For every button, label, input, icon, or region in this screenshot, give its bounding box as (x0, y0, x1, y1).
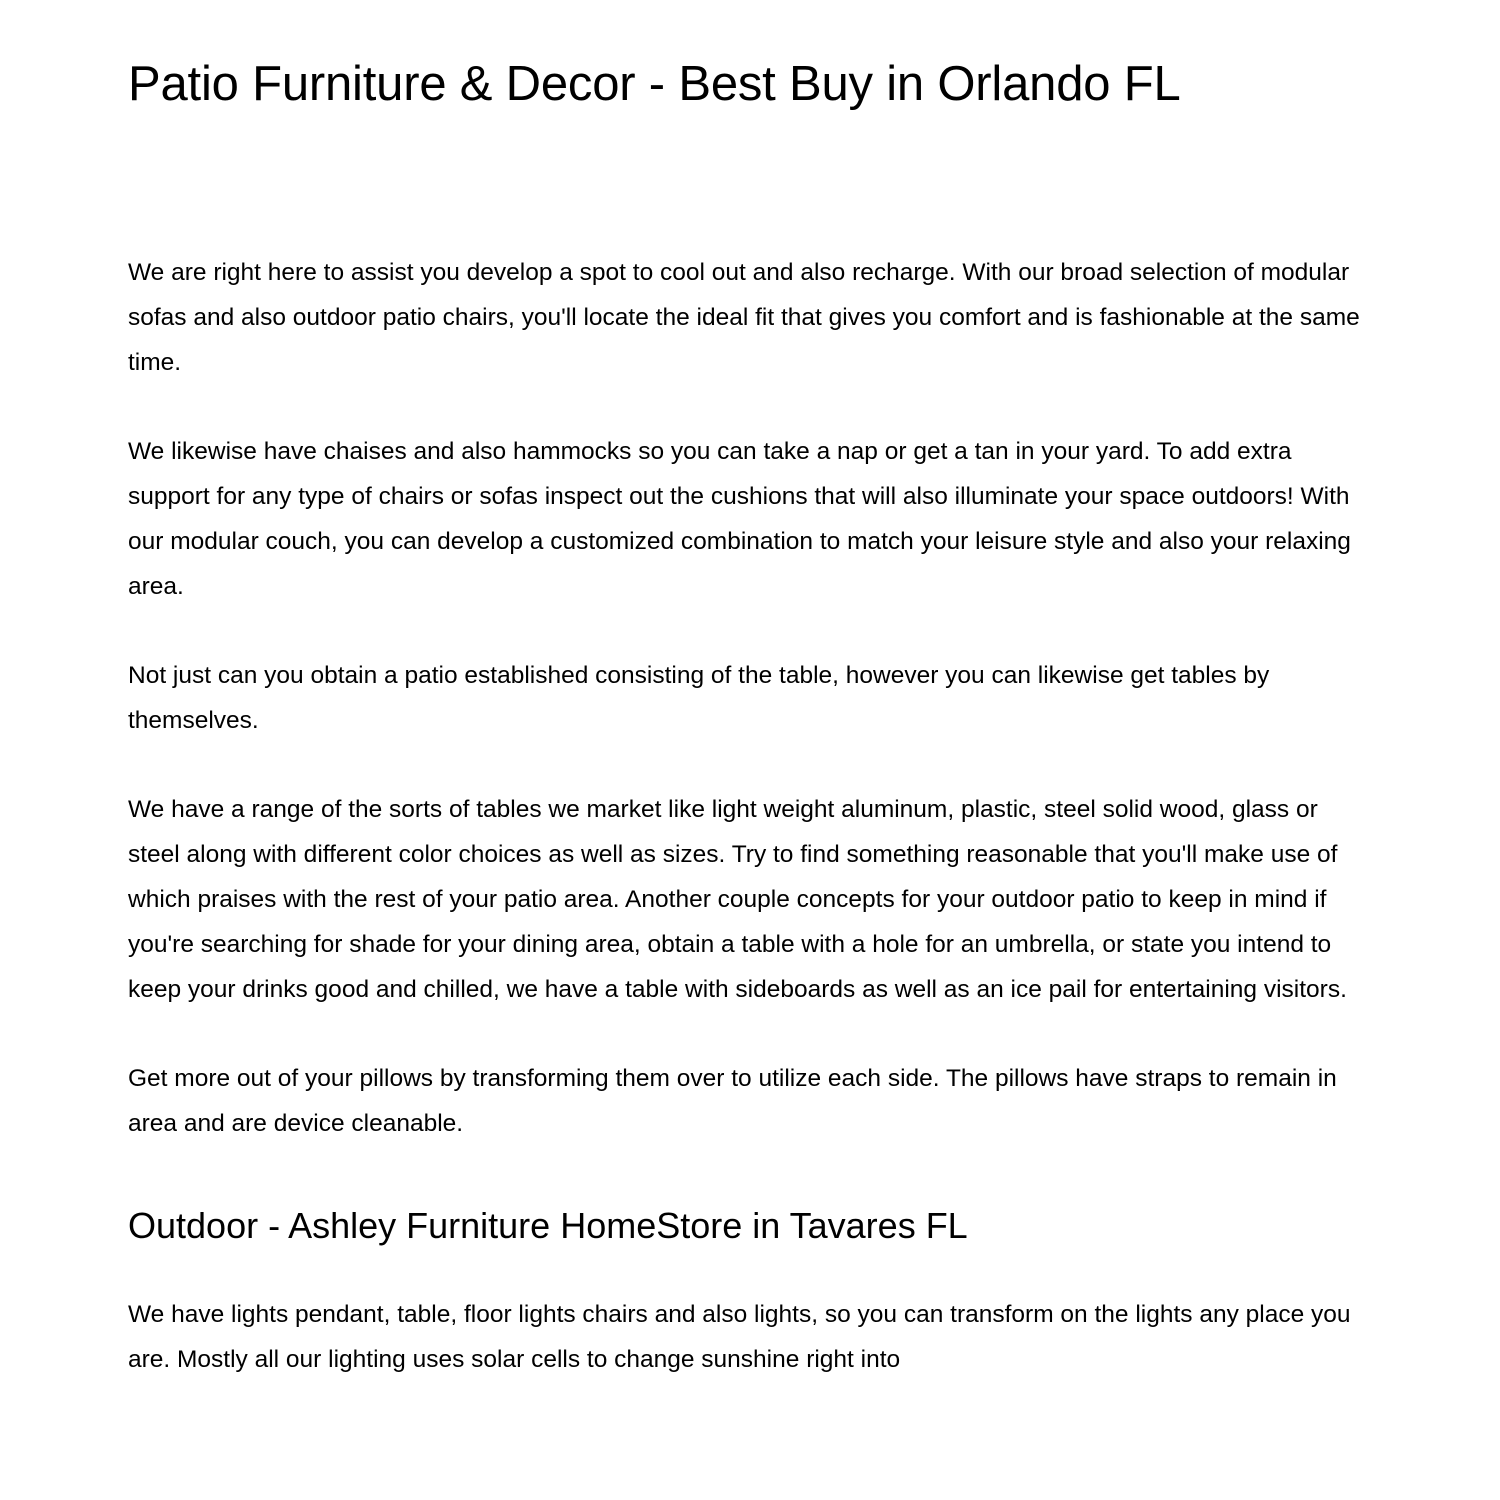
body-paragraph: We likewise have chaises and also hammocks so you can take a nap or get a tan in your yard. To add extra support for any type of chairs or sofas inspect out the cushions that will also illuminate your space outdoors! With our modular couch, you can develop a customized combination to match your leisure style and also your relaxing area. (128, 438, 1351, 600)
body-paragraph: We have lights pendant, table, floor lights chairs and also lights, so you can transform on the lights any place you are. Mostly all our lighting uses solar cells to change sunshine right into (128, 1301, 1351, 1373)
body-paragraph: Get more out of your pillows by transforming them over to utilize each side. The pillows have straps to remain in area and are device cleanable. (128, 1065, 1337, 1137)
section-heading: Outdoor - Ashley Furniture HomeStore in Tavares FL (128, 1205, 968, 1246)
title-spacer (128, 110, 1372, 250)
body-paragraph: We have a range of the sorts of tables we market like light weight aluminum, plastic, steel solid wood, glass or steel along with different color choices as well as sizes. Try to find something reasonable that you'll make use of which praises with the rest of your patio area. Another couple concepts for your outdoor patio to keep in mind if you're searching for shade for your dining area, obtain a table with a hole for an umbrella, or state you intend to keep your drinks good and chilled, we have a table with sideboards as well as an ice pail for entertaining visitors. (128, 796, 1347, 1003)
body-paragraph: We are right here to assist you develop a spot to cool out and also recharge. With our broad selection of modular sofas and also outdoor patio chairs, you'll locate the ideal fit that gives you comfort and is fashionable at the same time. (128, 259, 1360, 376)
body-paragraph: Not just can you obtain a patio established consisting of the table, however you can likewise get tables by themselves. (128, 662, 1270, 734)
page-title: Patio Furniture & Decor - Best Buy in Orlando FL (128, 57, 1181, 111)
